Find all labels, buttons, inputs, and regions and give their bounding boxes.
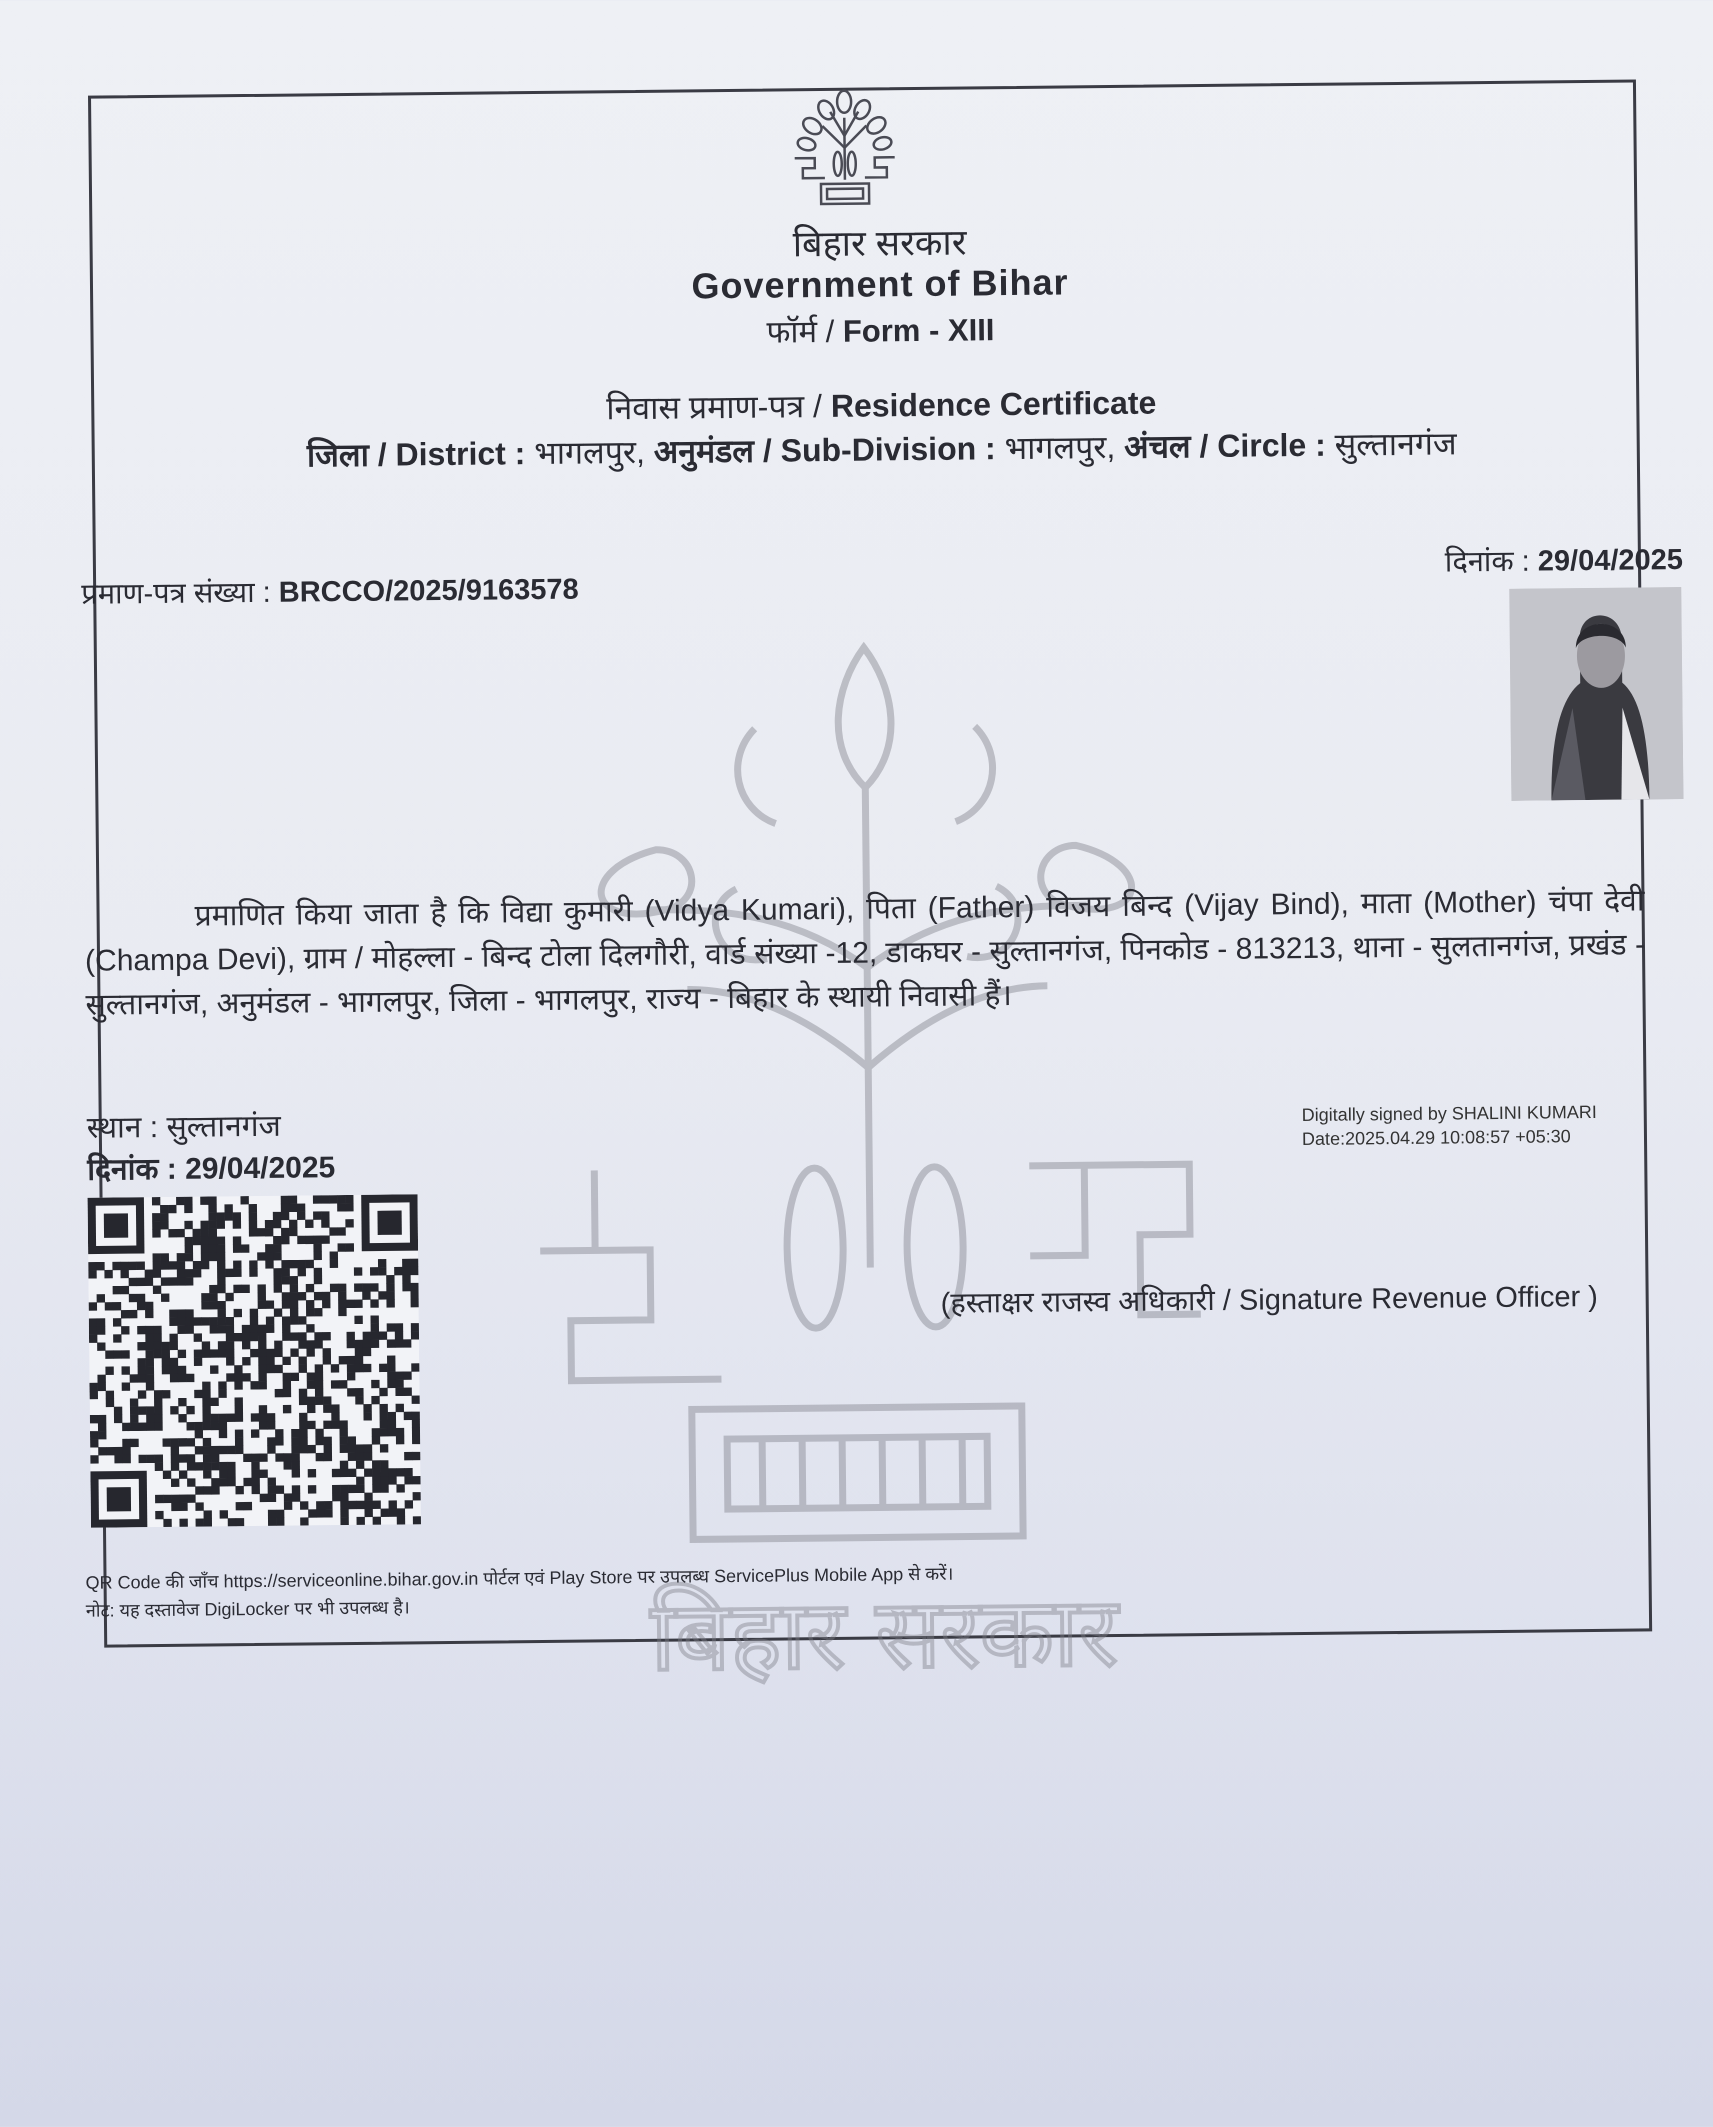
issue-date-label: दिनांक :	[87, 1152, 177, 1187]
qr-code-icon	[88, 1194, 421, 1527]
certificate-date-label: दिनांक :	[1444, 545, 1530, 579]
subdivision-value: भागलपुर,	[1004, 428, 1116, 467]
subdivision-label: अनुमंडल / Sub-Division :	[653, 430, 996, 470]
issue-date	[87, 1145, 335, 1189]
issue-place	[87, 1104, 281, 1147]
form-label-english: Form - XIII	[842, 312, 995, 349]
circle-value: सुल्तानगंज	[1334, 425, 1457, 463]
applicant-photo	[1509, 587, 1683, 801]
certificate-sheet	[58, 79, 1713, 1693]
certification-statement: प्रमाणित किया जाता है कि विद्या कुमारी (Vidya Kumari), पिता (Father) विजय बिन्द (Vijay Bind), माता (Mother) चंपा देवी (Champa Devi), ग्राम / मोहल्ला - बिन्द टोला दिलगौरी, वार्ड संख्या -12, डाकघर - सुल्तानगंज, पिनकोड - 813213, थाना - सुलतानगंज, प्रखंड - सुल्तानगंज, अनुमंडल - भागलपुर, जिला - भागलपुर, राज्य - बिहार के स्थायी निवासी हैं।	[84, 884, 1646, 1022]
qr-verification-note: QR Code की जाँच https://serviceonline.bihar.gov.in पोर्टल एवं Play Store पर उपलब्ध ServicePlus Mobile App से करें।	[85, 1563, 954, 1593]
digital-signature-date: Date:2025.04.29 10:08:57 +05:30	[1301, 1126, 1571, 1150]
digilocker-note: नोट: यह दस्तावेज DigiLocker पर भी उपलब्ध है।	[85, 1597, 410, 1621]
certificate-date-value: 29/04/2025	[1537, 544, 1684, 578]
district-value: भागलपुर,	[534, 433, 646, 472]
signature-label: (हस्ताक्षर राजस्व अधिकारी / Signature Revenue Officer )	[940, 1280, 1599, 1320]
bihar-emblem-watermark-icon	[533, 604, 1244, 1701]
certificate-number	[81, 569, 579, 613]
digital-signature	[1302, 1100, 1598, 1151]
form-label-hindi: फॉर्म	[766, 314, 818, 350]
issue-date-value: 29/04/2025	[184, 1151, 336, 1186]
certificate-number-value: BRCCO/2025/9163578	[278, 573, 579, 609]
issue-place-value: सुल्तानगंज	[166, 1109, 282, 1144]
digital-signature-name: Digitally signed by SHALINI KUMARI	[1301, 1101, 1597, 1126]
district-label: जिला / District :	[306, 435, 526, 474]
certificate-title-separator: /	[812, 388, 823, 425]
govt-title-hindi: बिहार सरकार	[792, 221, 967, 265]
certificate-number-label: प्रमाण-पत्र संख्या :	[81, 576, 271, 611]
circle-label: अंचल / Circle :	[1123, 426, 1326, 465]
certificate-title-hindi: निवास प्रमाण-पत्र	[606, 388, 805, 427]
govt-title-english: Government of Bihar	[691, 261, 1069, 307]
watermark-text: बिहार सरकार	[649, 1575, 1119, 1693]
certificate-title-english: Residence Certificate	[830, 384, 1157, 424]
certificate-date	[1445, 539, 1684, 580]
issue-place-label: स्थान :	[86, 1111, 159, 1145]
bihar-bodhi-tree-emblem-icon	[784, 87, 905, 210]
form-separator: /	[825, 313, 835, 349]
